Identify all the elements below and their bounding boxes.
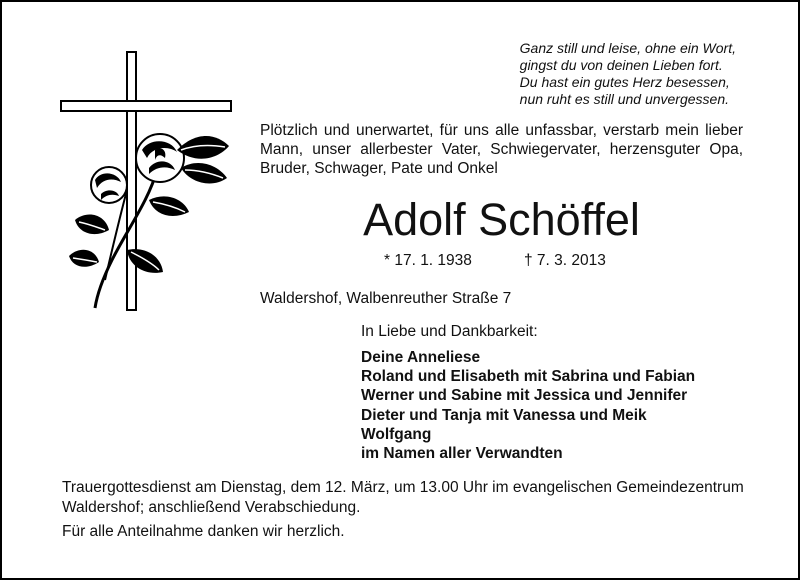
death-date: † 7. 3. 2013 — [524, 252, 606, 269]
poem — [520, 40, 736, 108]
poem-line: Du hast ein gutes Herz besessen, — [519, 74, 730, 90]
announcement-text: Plötzlich und unerwartet, für uns alle unfassbar, verstarb mein lieber Mann, unser allerbester Vater, Schwiegervater, herzensguter Opa, Bruder, Schwager, Pate und Onkel — [260, 122, 743, 177]
family-member: Roland und Elisabeth mit Sabrina und Fabian — [361, 368, 696, 386]
family-member: Wolfgang — [361, 425, 432, 443]
cross-with-roses-icon — [57, 50, 237, 312]
poem-line: gingst du von deinen Lieben fort. — [519, 57, 723, 73]
family-member: Werner und Sabine mit Jessica und Jennifer — [361, 387, 688, 405]
deceased-name: Adolf Schöffel — [363, 194, 640, 245]
family-list — [361, 348, 695, 463]
thanks-note: Für alle Anteilnahme danken wir herzlich. — [62, 523, 345, 540]
poem-line: Ganz still und leise, ohne ein Wort, — [519, 40, 736, 56]
family-member: Dieter und Tanja mit Vanessa und Meik — [361, 406, 647, 424]
family-intro: In Liebe und Dankbarkeit: — [361, 323, 538, 340]
poem-line: nun ruht es still und unvergessen. — [519, 91, 730, 107]
address: Waldershof, Walbenreuther Straße 7 — [260, 290, 512, 307]
family-member: Deine Anneliese — [361, 349, 481, 366]
service-info: Trauergottesdienst am Dienstag, dem 12. März, um 13.00 Uhr im evangelischen Gemeindezentrum Waldershof; anschließend Verabschiedung. — [62, 479, 744, 516]
family-member: im Namen aller Verwandten — [361, 445, 563, 463]
birth-date: * 17. 1. 1938 — [384, 252, 472, 269]
